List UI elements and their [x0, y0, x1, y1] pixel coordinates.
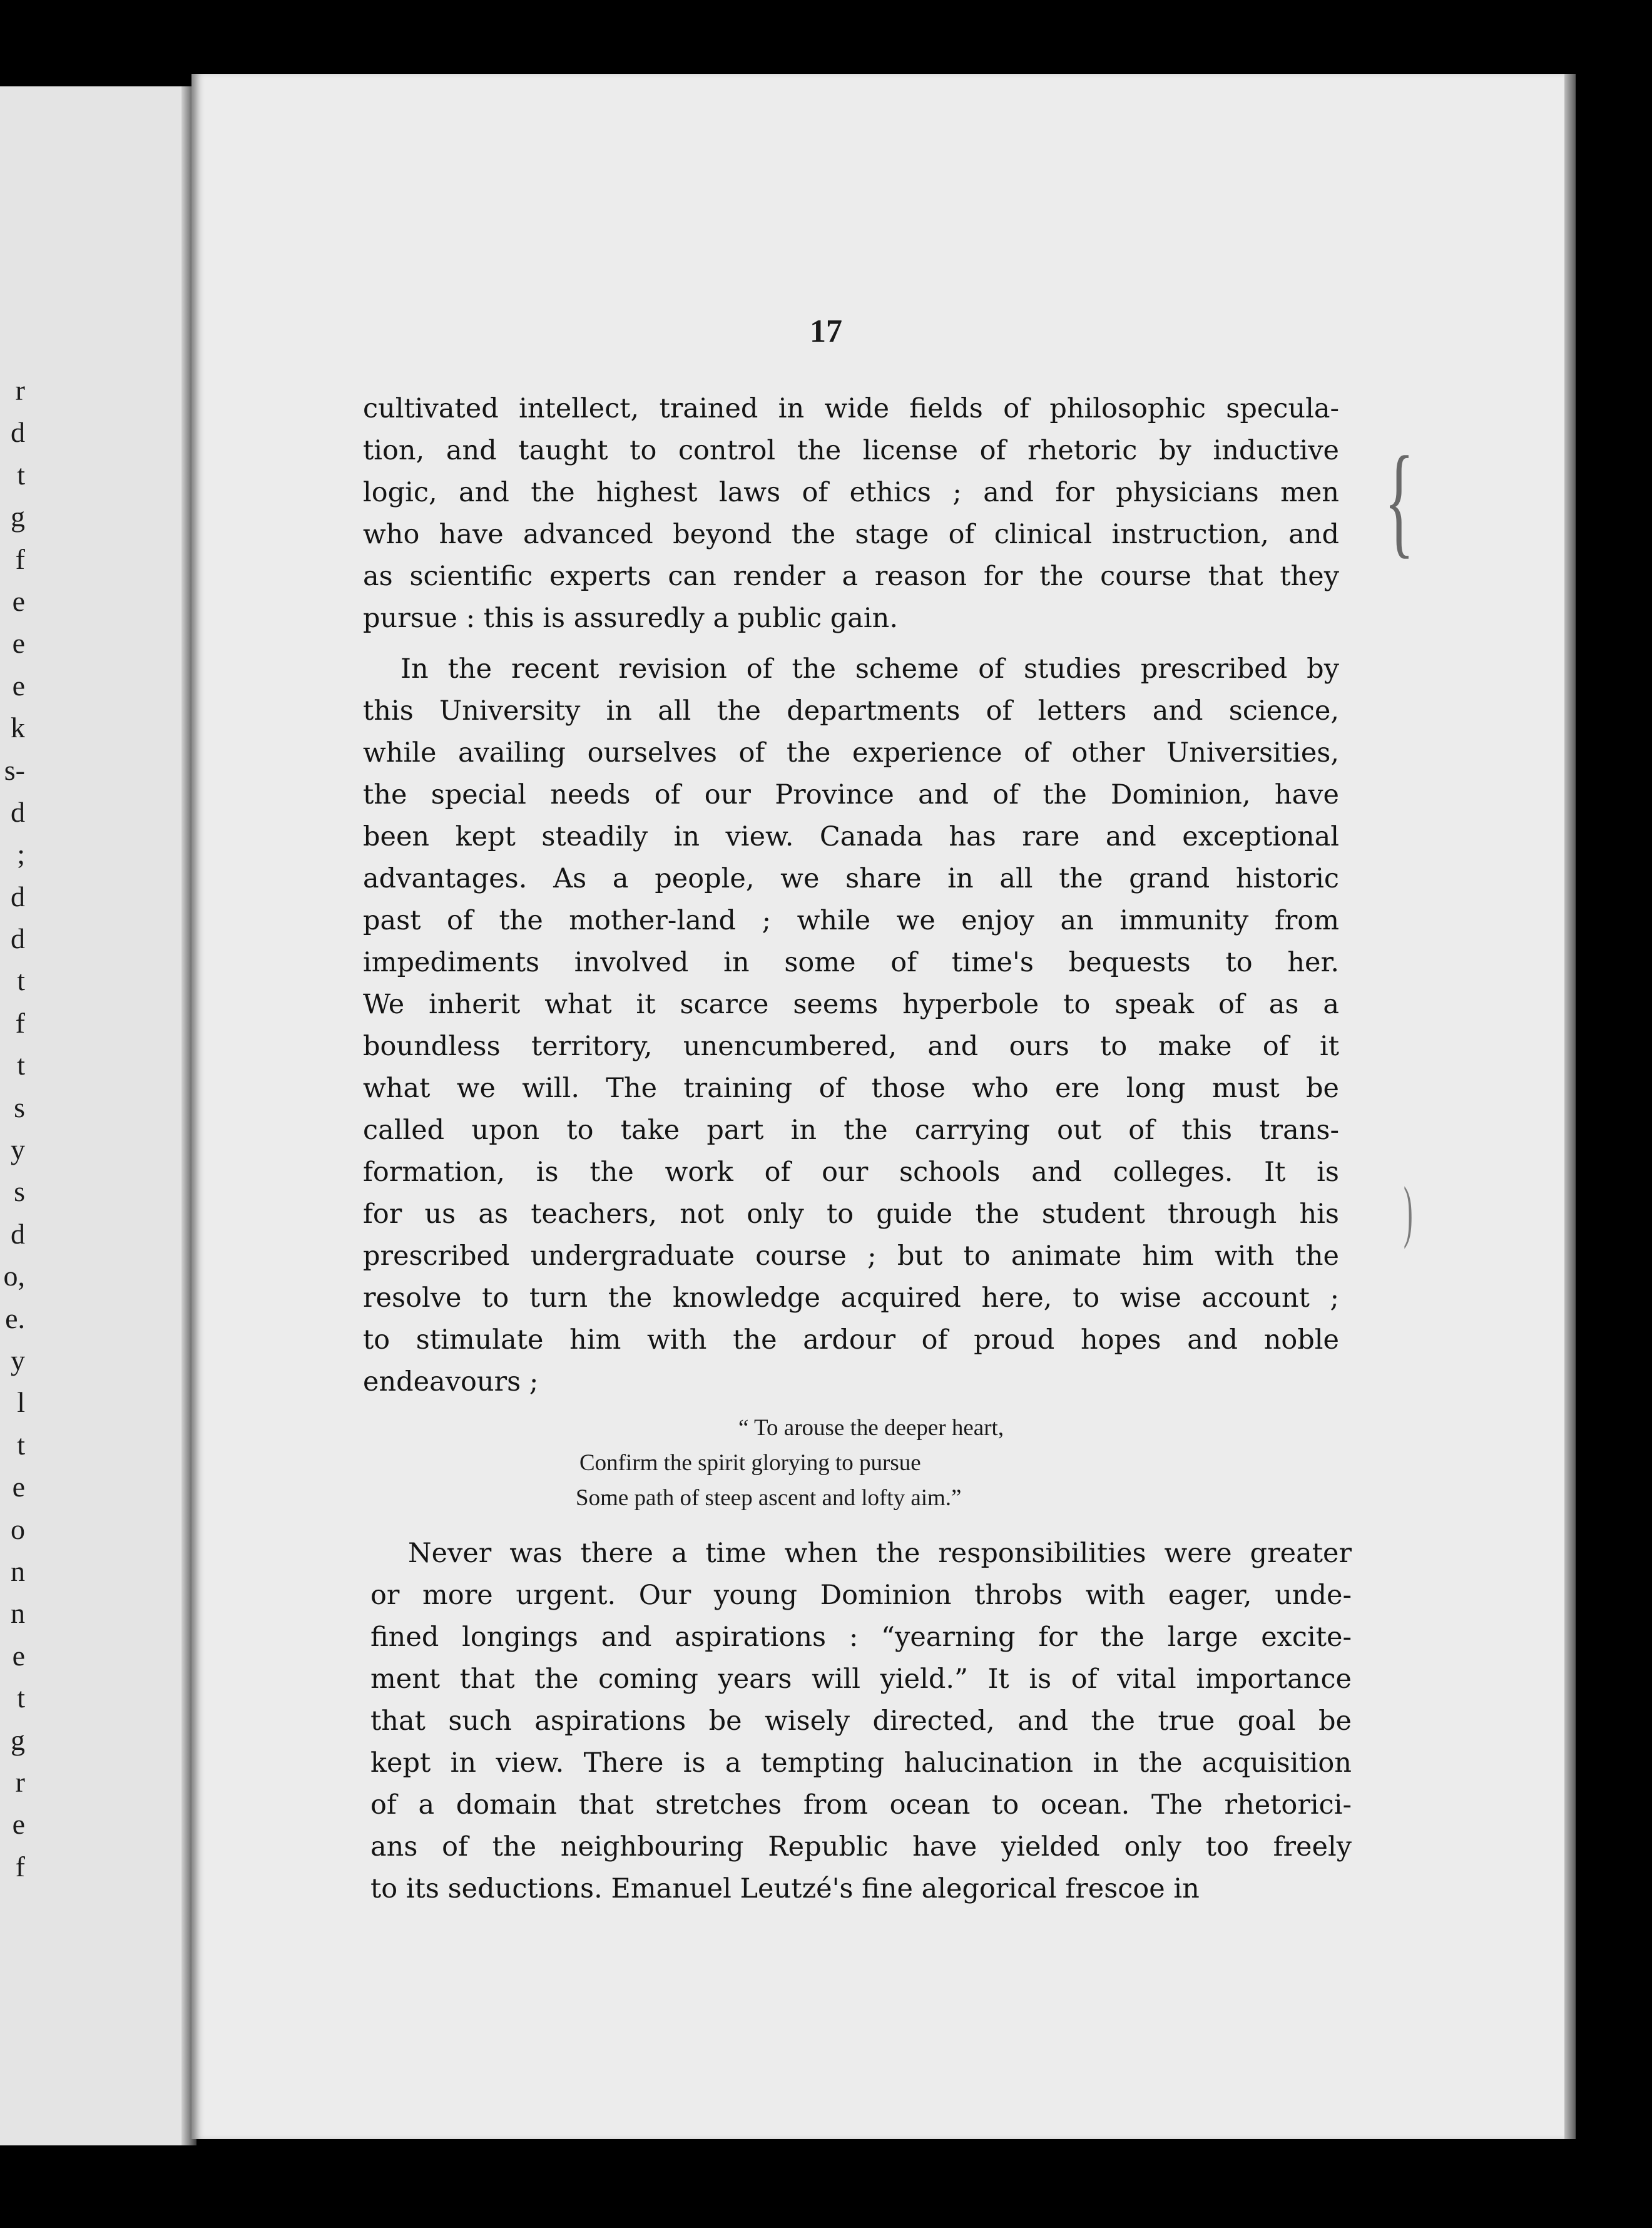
left-edge-letter: d [11, 416, 25, 449]
text-line: that such aspirations be wisely directed, and the true goal be [370, 1705, 1352, 1737]
text-line: the special needs of our Province and of the Dominion, have [363, 779, 1339, 810]
text-line: this University in all the departments of letters and science, [363, 695, 1339, 727]
left-edge-letter: f [15, 1006, 25, 1039]
text-line: or more urgent. Our young Dominion throbs with eager, unde- [370, 1580, 1352, 1611]
text-line: kept in view. There is a tempting halucination in the acquisition [370, 1747, 1352, 1779]
text-line: cultivated intellect, trained in wide fields of philosophic specula- [363, 393, 1339, 424]
left-edge-letter: o, [3, 1260, 25, 1292]
text-line: called upon to take part in the carrying out of this trans- [363, 1115, 1339, 1146]
verse-line: Confirm the spirit glorying to pursue [579, 1450, 921, 1476]
left-edge-letter: d [11, 880, 25, 912]
left-edge-letter: o [11, 1513, 25, 1545]
paragraph-1 [363, 388, 1339, 640]
text-line: resolve to turn the knowledge acquired here, to wise account ; [363, 1282, 1339, 1314]
left-edge-letter: r [15, 1766, 25, 1798]
left-edge-letter: g [11, 1724, 25, 1756]
left-edge-letter: s [14, 1091, 25, 1123]
text-line: impediments involved in some of time's bequests to her. [363, 947, 1339, 978]
left-edge-letter: n [11, 1597, 25, 1630]
text-line: formation, is the work of our schools and colleges. It is [363, 1157, 1339, 1188]
left-edge-letter: t [17, 458, 25, 491]
left-edge-letter: e [12, 627, 25, 660]
text-line: as scientific experts can render a reason for the course that they [363, 561, 1339, 592]
text-line: past of the mother-land ; while we enjoy an immunity from [363, 905, 1339, 936]
left-edge-letter: f [15, 1850, 25, 1883]
left-edge-letter: l [17, 1386, 25, 1419]
text-line: ment that the coming years will yield.” It is of vital importance [370, 1663, 1352, 1695]
text-line: what we will. The training of those who ere long must be [363, 1073, 1339, 1104]
left-edge-letter: d [11, 1217, 25, 1250]
left-edge-letter: t [17, 1428, 25, 1461]
margin-bracket-mark: { [1384, 431, 1414, 570]
text-line: tion, and taught to control the license of rhetoric by inductive [363, 435, 1339, 466]
left-edge-letter: d [11, 795, 25, 828]
text-line: who have advanced beyond the stage of clinical instruction, and [363, 519, 1339, 550]
left-edge-letter: e [12, 669, 25, 702]
text-line: advantages. As a people, we share in all the grand historic [363, 863, 1339, 894]
paragraph-2 [363, 648, 1339, 1403]
margin-bracket-mark-lower: ) [1403, 1173, 1413, 1249]
left-edge-letter: t [17, 1049, 25, 1081]
text-line: We inherit what it scarce seems hyperbole to speak of as a [363, 989, 1339, 1020]
text-line: for us as teachers, not only to guide the student through his [363, 1198, 1339, 1230]
left-edge-letter: f [15, 543, 25, 575]
verse-line: Some path of steep ascent and lofty aim.” [576, 1485, 962, 1511]
left-edge-letter: n [11, 1555, 25, 1587]
text-line: of a domain that stretches from ocean to ocean. The rhetorici- [370, 1789, 1352, 1821]
left-edge-letter: ; [17, 838, 25, 871]
text-line: to its seductions. Emanuel Leutzé's fine alegorical frescoe in [370, 1873, 1200, 1904]
left-edge-letter: t [17, 1682, 25, 1714]
text-line: endeavours ; [363, 1366, 539, 1398]
text-line: fined longings and aspirations : “yearning for the large excite- [370, 1622, 1352, 1653]
text-line: to stimulate him with the ardour of proud hopes and noble [363, 1324, 1339, 1356]
left-edge-letter: e [12, 1471, 25, 1503]
left-edge-letter: e [12, 585, 25, 617]
left-edge-letter: g [11, 501, 25, 533]
left-edge-letter: t [17, 964, 25, 997]
page-number: 17 [810, 314, 842, 349]
text-line: logic, and the highest laws of ethics ; and for physicians men [363, 477, 1339, 508]
text-line: pursue : this is assuredly a public gain. [363, 603, 899, 634]
left-edge-letter: e [12, 1639, 25, 1672]
text-line: In the recent revision of the scheme of studies prescribed by [400, 653, 1339, 685]
page-right-edge [1564, 74, 1576, 2139]
left-edge-letter: y [11, 1344, 25, 1376]
left-page-sliver [0, 86, 193, 2145]
left-edge-letter: y [11, 1133, 25, 1166]
left-edge-letter: r [15, 374, 25, 406]
text-line: Never was there a time when the responsibilities were greater [408, 1538, 1352, 1569]
left-edge-letter: k [11, 712, 25, 744]
text-line: been kept steadily in view. Canada has rare and exceptional [363, 821, 1339, 852]
left-page-edge-letters [0, 369, 25, 1888]
left-edge-letter: s [14, 1175, 25, 1208]
text-line: while availing ourselves of the experience of other Universities, [363, 737, 1339, 769]
text-line: boundless territory, unencumbered, and ours to make of it [363, 1031, 1339, 1062]
verse-quotation [576, 1411, 1201, 1516]
text-line: ans of the neighbouring Republic have yielded only too freely [370, 1831, 1352, 1863]
verse-line: “ To arouse the deeper heart, [738, 1415, 1004, 1441]
paragraph-3 [370, 1533, 1352, 1910]
left-edge-letter: e. [5, 1302, 25, 1334]
text-line: prescribed undergraduate course ; but to animate him with the [363, 1240, 1339, 1272]
left-edge-letter: d [11, 922, 25, 955]
left-edge-letter: e [12, 1808, 25, 1841]
left-edge-letter: s- [4, 754, 25, 786]
